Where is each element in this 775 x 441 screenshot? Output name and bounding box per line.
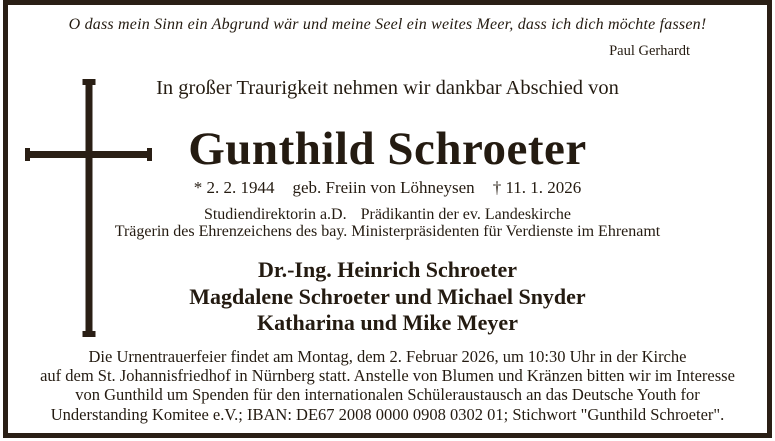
funeral-details-line-1: Die Urnentrauerfeier findet am Montag, dem 2. Februar 2026, um 10:30 Uhr in der Kirche [88, 347, 687, 366]
funeral-details [0, 347, 775, 424]
birth-date: * 2. 2. 1944 [193, 178, 275, 197]
role-title-3: Trägerin des Ehrenzeichens des bay. Ministerpräsidenten für Verdienste im Ehrenamt [114, 223, 661, 240]
death-date: † 11. 1. 2026 [492, 178, 582, 197]
mourner-name-3: Katharina und Mike Meyer [257, 310, 518, 335]
deceased-name: Gunthild Schroeter [188, 123, 587, 175]
mourners-list [0, 257, 775, 337]
quote-author: Paul Gerhardt [609, 43, 690, 59]
roles-line-1 [0, 206, 775, 224]
mourner-name-2: Magdalene Schroeter und Michael Snyder [189, 283, 586, 309]
funeral-details-line-3: von Gunthild um Spenden für den internationalen Schüleraustausch an das Deutsche Youth for [75, 385, 700, 405]
funeral-details-line-2: auf dem St. Johannisfriedhof in Nürnberg statt. Anstelle von Blumen und Kränzen bitten wir im Interesse [40, 366, 735, 386]
maiden-name: geb. Freiin von Löhneysen [292, 178, 475, 197]
funeral-details-line-4: Understanding Komitee e.V.; IBAN: DE67 2008 0000 0908 0302 01; Stichwort "Gunthild Schroeter". [50, 404, 725, 424]
life-dates [0, 178, 775, 198]
memorial-quote: O dass mein Sinn ein Abgrund wär und meine Seel ein weites Meer, dass ich dich möchte fassen! [68, 16, 707, 33]
role-title-2: Prädikantin der ev. Landeskirche [360, 206, 572, 223]
intro-line: In großer Traurigkeit nehmen wir dankbar Abschied von [156, 77, 619, 99]
mourner-name-1: Dr.-Ing. Heinrich Schroeter [257, 257, 518, 282]
role-title-1: Studiendirektorin a.D. [203, 206, 347, 223]
